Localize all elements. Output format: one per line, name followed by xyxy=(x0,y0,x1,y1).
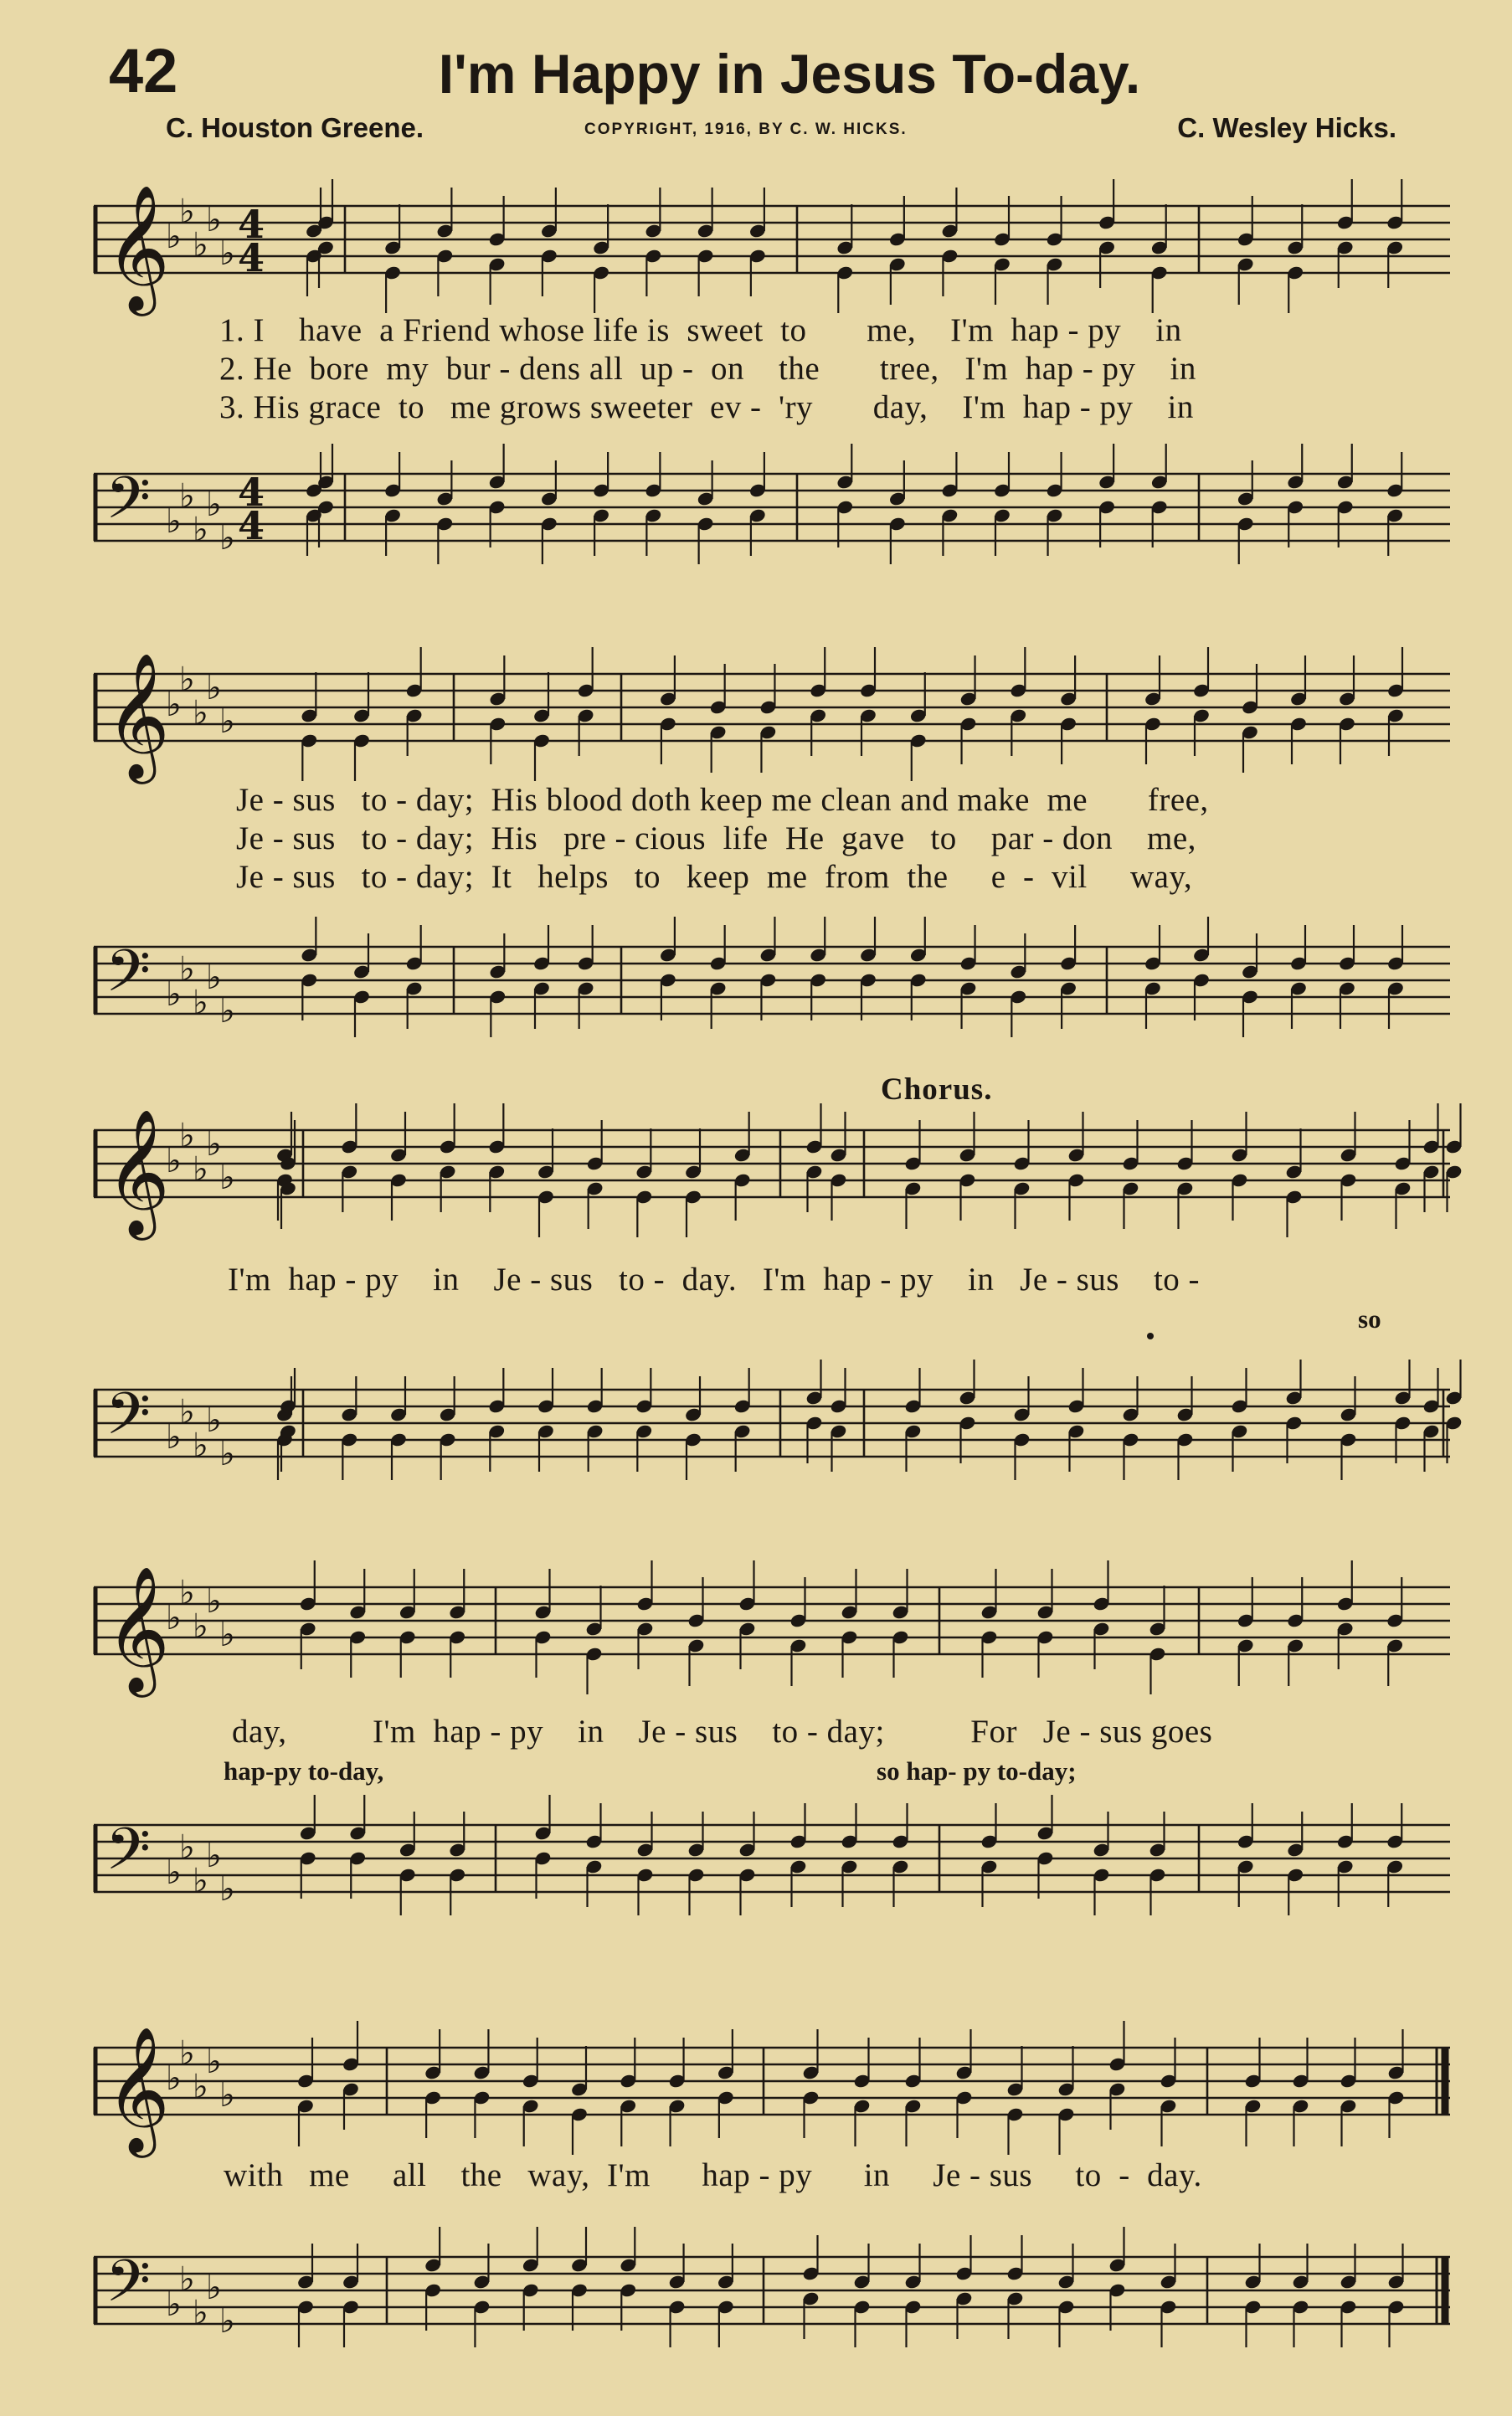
treble-staff xyxy=(94,1108,1450,1235)
flat-icon: ♭ xyxy=(166,975,182,1014)
treble-clef-icon: 𝄞 xyxy=(105,1565,170,1692)
echo-lyric: so xyxy=(1358,1304,1381,1334)
bass-clef-icon: 𝄢 xyxy=(105,2247,152,2329)
flat-icon: ♭ xyxy=(206,486,222,524)
flat-icon: ♭ xyxy=(193,1426,208,1465)
flat-icon: ♭ xyxy=(193,511,208,549)
lyric-line: 2. He bore my bur - dens all up - on the tree, I'm hap - py in xyxy=(219,351,1196,387)
flat-icon: ♭ xyxy=(179,1393,195,1432)
flat-icon: ♭ xyxy=(166,1599,182,1637)
music-composer: C. Wesley Hicks. xyxy=(1177,112,1396,143)
time-signature-top: 4 xyxy=(238,202,265,247)
flat-icon: ♭ xyxy=(193,1607,208,1646)
flat-icon: ♭ xyxy=(166,1853,182,1892)
flat-icon: ♭ xyxy=(219,1159,235,1197)
flat-icon: ♭ xyxy=(193,1150,208,1189)
flat-icon: ♭ xyxy=(219,2076,235,2115)
bass-staff xyxy=(94,457,1450,558)
treble-clef-icon: 𝄞 xyxy=(105,651,170,779)
flat-icon: ♭ xyxy=(193,984,208,1022)
flat-icon: ♭ xyxy=(166,2285,182,2324)
lyric-line: 1. I have a Friend whose life is sweet to me, I'm hap - py in xyxy=(219,312,1182,348)
treble-staff xyxy=(94,183,1450,311)
lyric-line: I'm hap - py in Je - sus to - day. I'm hap - py in Je - sus to - xyxy=(228,1262,1201,1298)
music-system-3 xyxy=(94,1072,1450,1507)
lyric-line: Je - sus to - day; His blood doth keep me clean and make me free, xyxy=(236,782,1209,818)
flat-icon: ♭ xyxy=(193,2294,208,2332)
flat-icon: ♭ xyxy=(179,661,195,699)
echo-lyric: hap-py to-day, xyxy=(224,1756,384,1786)
bass-clef-icon: 𝄢 xyxy=(105,1380,152,1462)
treble-staff xyxy=(94,1565,1450,1692)
time-signature-bottom: 4 xyxy=(238,503,265,548)
music-system-1 xyxy=(94,167,1450,603)
flat-icon: ♭ xyxy=(219,2302,235,2341)
treble-clef-icon: 𝄞 xyxy=(105,1108,170,1235)
flat-icon: ♭ xyxy=(206,201,222,239)
flat-icon: ♭ xyxy=(179,2260,195,2299)
music-system-4 xyxy=(94,1557,1450,1934)
bass-clef-icon: 𝄢 xyxy=(105,1815,152,1897)
copyright-notice: COPYRIGHT, 1916, BY C. W. HICKS. xyxy=(584,121,908,138)
flat-icon: ♭ xyxy=(219,702,235,741)
flat-icon: ♭ xyxy=(166,218,182,256)
flat-icon: ♭ xyxy=(179,1828,195,1867)
flat-icon: ♭ xyxy=(206,2043,222,2081)
bass-staff xyxy=(94,1373,1450,1473)
echo-lyric: so hap- py to-day; xyxy=(877,1756,1077,1786)
flat-icon: ♭ xyxy=(206,1582,222,1621)
flat-icon: ♭ xyxy=(206,1401,222,1440)
text-dot xyxy=(1147,1333,1154,1339)
chorus-label: Chorus. xyxy=(881,1072,993,1107)
lyric-line: Je - sus to - day; His pre - cious life He gave to par - don me, xyxy=(236,820,1196,856)
treble-clef-icon: 𝄞 xyxy=(105,183,170,311)
flat-icon: ♭ xyxy=(193,2068,208,2106)
flat-icon: ♭ xyxy=(179,477,195,516)
lyric-line: Je - sus to - day; It helps to keep me from the e - vil way, xyxy=(236,859,1193,895)
flat-icon: ♭ xyxy=(219,1435,235,1473)
flat-icon: ♭ xyxy=(179,193,195,231)
flat-icon: ♭ xyxy=(219,519,235,558)
hymn-number: 42 xyxy=(109,36,178,105)
flat-icon: ♭ xyxy=(193,694,208,733)
time-signature-top: 4 xyxy=(238,470,265,515)
lyric-line: day, I'm hap - py in Je - sus to - day; For Je - sus goes xyxy=(232,1714,1213,1750)
flat-icon: ♭ xyxy=(179,2034,195,2073)
flat-icon: ♭ xyxy=(166,1418,182,1457)
words-author: C. Houston Greene. xyxy=(166,112,424,143)
treble-staff xyxy=(94,2025,1450,2152)
flat-icon: ♭ xyxy=(206,1125,222,1164)
bass-staff xyxy=(94,1808,1450,1909)
bass-clef-icon: 𝄢 xyxy=(105,464,152,546)
flat-icon: ♭ xyxy=(166,502,182,541)
flat-icon: ♭ xyxy=(179,950,195,989)
lyric-line: 3. His grace to me grows sweeter ev - 'ry day, I'm hap - py in xyxy=(219,389,1194,425)
flat-icon: ♭ xyxy=(219,1616,235,1654)
flat-icon: ♭ xyxy=(179,1117,195,1155)
flat-icon: ♭ xyxy=(166,1142,182,1180)
flat-icon: ♭ xyxy=(219,1870,235,1909)
flat-icon: ♭ xyxy=(193,1862,208,1900)
time-signature-bottom: 4 xyxy=(238,235,265,280)
hymn-title: I'm Happy in Jesus To-day. xyxy=(438,43,1141,105)
flat-icon: ♭ xyxy=(166,2059,182,2098)
flat-icon: ♭ xyxy=(206,2269,222,2307)
flat-icon: ♭ xyxy=(179,1574,195,1612)
flat-icon: ♭ xyxy=(219,992,235,1031)
flat-icon: ♭ xyxy=(206,1837,222,1875)
flat-icon: ♭ xyxy=(206,959,222,997)
flat-icon: ♭ xyxy=(206,669,222,707)
bass-staff xyxy=(94,930,1450,1031)
bass-staff xyxy=(94,2240,1450,2341)
music-system-2 xyxy=(94,624,1450,1059)
bass-clef-icon: 𝄢 xyxy=(105,937,152,1019)
flat-icon: ♭ xyxy=(193,226,208,265)
lyric-line: with me all the way, I'm hap - py in Je - sus to - day. xyxy=(224,2157,1202,2193)
flat-icon: ♭ xyxy=(166,686,182,724)
flat-icon: ♭ xyxy=(219,234,235,273)
treble-clef-icon: 𝄞 xyxy=(105,2025,170,2152)
treble-staff xyxy=(94,651,1450,779)
music-system-5 xyxy=(94,1992,1450,2394)
